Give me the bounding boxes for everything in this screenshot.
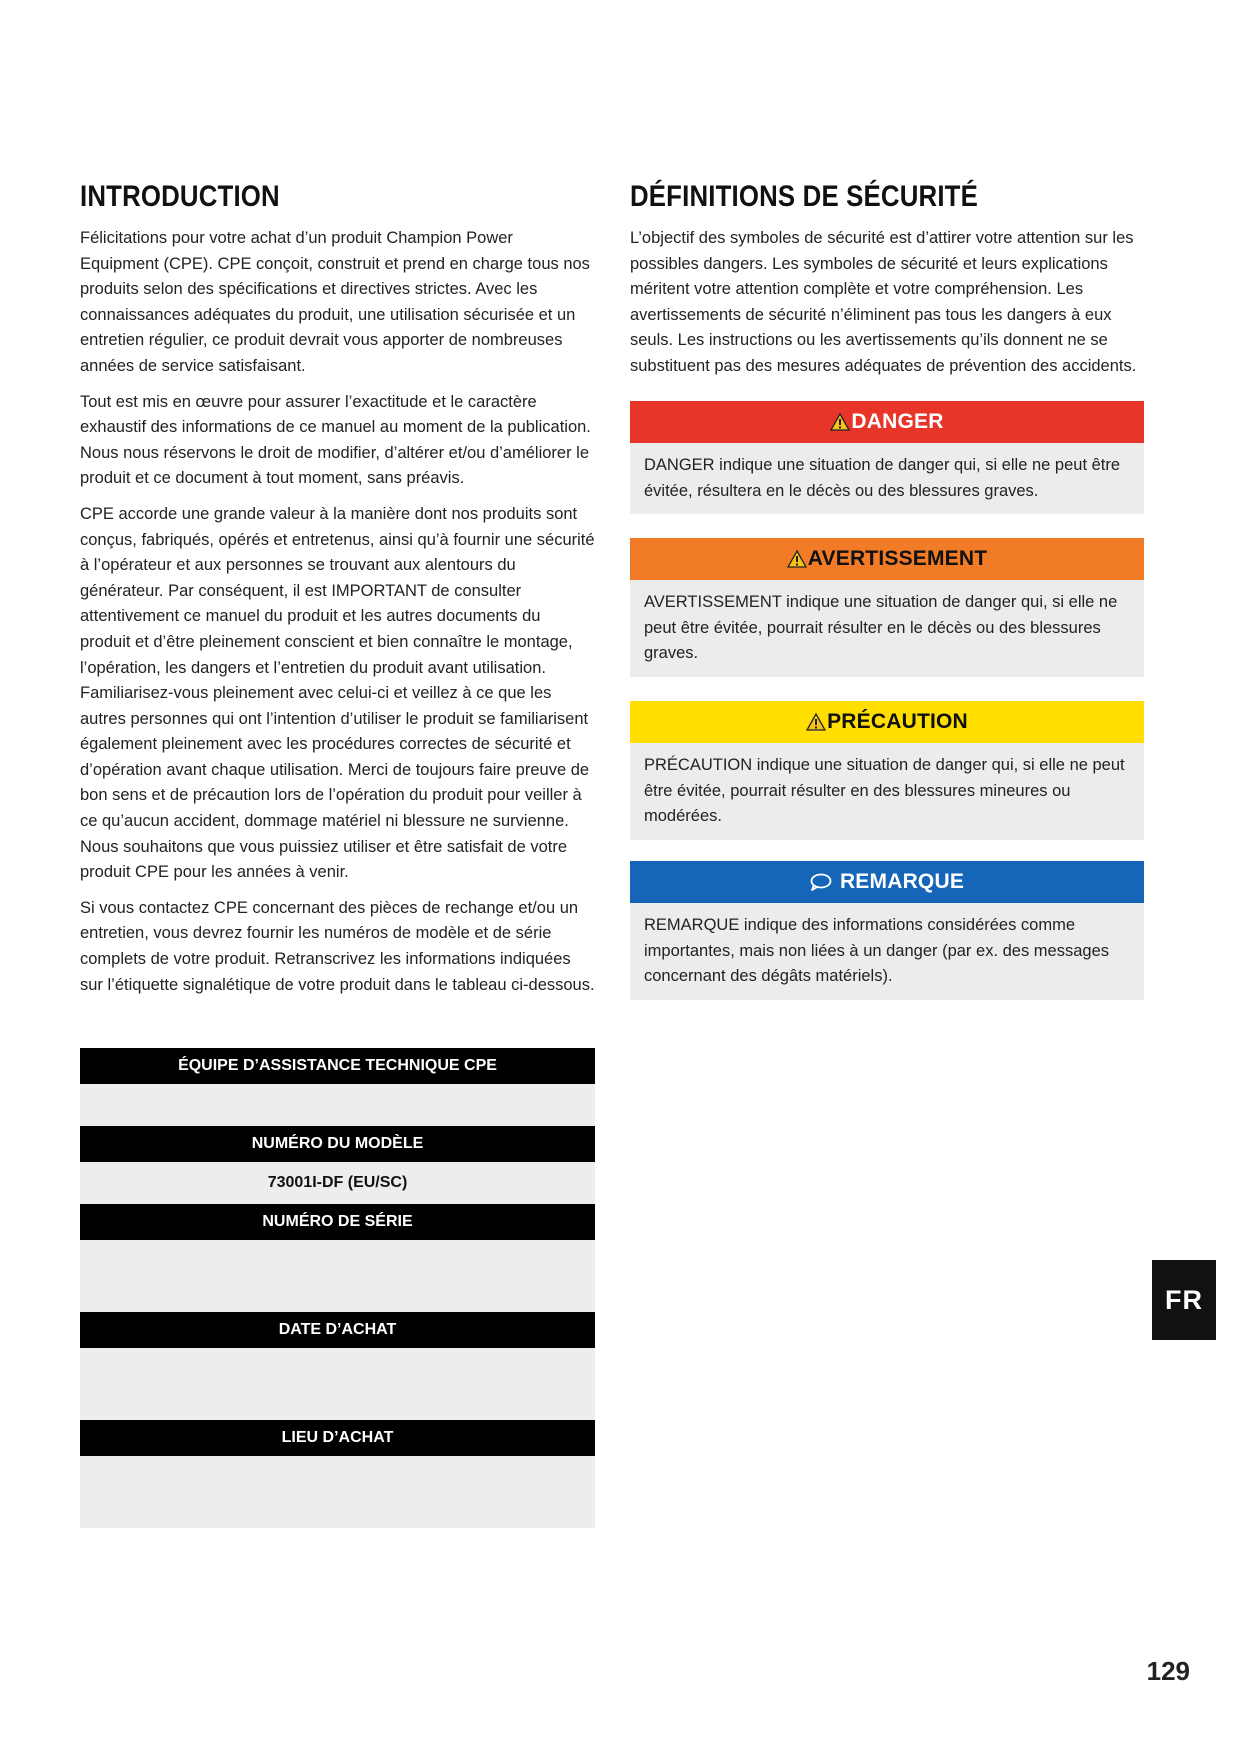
warning-triangle-icon	[830, 413, 850, 431]
danger-text: DANGER indique une situation de danger qui, si elle ne peut être évitée, résultera en le décès ou des blessures graves.	[630, 443, 1144, 514]
purchase-date-value	[80, 1348, 595, 1420]
intro-paragraph-1: Félicitations pour votre achat d’un produit Champion Power Equipment (CPE). CPE conçoit, construit et prend en charge tous nos produits selon des spécifications et directives strictes. Avec les connaissances adéquates du produit, une utilisation sécurisée et un entretien régulier, ce produit devrait vous apporter de nombreuses années de service satisfaisant.	[80, 229, 590, 375]
notice-label: REMARQUE	[839, 870, 965, 893]
support-team-header: ÉQUIPE D’ASSISTANCE TECHNIQUE CPE	[80, 1048, 595, 1084]
page-number: 129	[1146, 1656, 1190, 1686]
warning-triangle-icon	[806, 713, 826, 731]
purchase-place-value	[80, 1456, 595, 1528]
introduction-section	[80, 180, 595, 1008]
safety-definitions-section	[630, 180, 1145, 390]
model-number-header: NUMÉRO DU MODÈLE	[80, 1126, 595, 1162]
notice-callout	[630, 861, 1144, 1000]
caution-label: PRÉCAUTION	[827, 710, 968, 733]
warning-label: AVERTISSEMENT	[807, 547, 988, 570]
warning-bar	[630, 538, 1144, 580]
serial-number-value	[80, 1240, 595, 1312]
intro-paragraph-2: Tout est mis en œuvre pour assurer l’exactitude et le caractère exhaustif des informations de ce manuel au moment de la publication. Nous nous réservons le droit de modifier, d’altérer et/ou d’améliorer le produit et ce document à tout moment, sans préavis.	[80, 392, 591, 488]
notice-text: REMARQUE indique des informations considérées comme importantes, mais non liées à un danger (par ex. des messages concernant des dégâts matériels).	[630, 903, 1144, 1000]
speech-bubble-icon	[810, 873, 832, 891]
caution-text: PRÉCAUTION indique une situation de danger qui, si elle ne peut être évitée, pourrait résulter en des blessures mineures ou modérées.	[630, 743, 1144, 840]
danger-callout	[630, 401, 1144, 514]
caution-callout	[630, 701, 1144, 840]
danger-label: DANGER	[851, 410, 944, 433]
warning-callout	[630, 538, 1144, 677]
support-team-value	[80, 1084, 595, 1126]
intro-paragraph-3: CPE accorde une grande valeur à la manière dont nos produits sont conçus, fabriqués, opérés et entretenus, ainsi qu’à fournir une sécurité à l’opérateur et aux personnes se trouvant aux alentours du générateur. Par conséquent, il est IMPORTANT de consulter attentivement ce manuel du produit et les autres documents du produit et d’être pleinement conscient et bien connaître le montage, l’opération, les dangers et l’entretien du produit avant utilisation. Familiarisez-vous pleinement avec celui-ci et veillez à ce que les autres personnes qui ont l’intention d’utiliser le produit se familiarisent également pleinement avec les procédures correctes de sécurité et d’opération avant chaque utilisation. Merci de toujours faire preuve de bon sens et de précaution lors de l’opération du produit pour veiller à ce qu’aucun accident, dommage matériel ni blessure ne survienne. Nous souhaitons que vous puissiez utiliser et être satisfait de votre produit CPE pour les années à venir.	[80, 504, 595, 882]
caution-bar	[630, 701, 1144, 743]
safety-definitions-title: DÉFINITIONS DE SÉCURITÉ	[630, 180, 978, 213]
danger-bar	[630, 401, 1144, 443]
introduction-title: INTRODUCTION	[80, 180, 280, 213]
purchase-date-header: DATE D’ACHAT	[80, 1312, 595, 1348]
intro-paragraph-4: Si vous contactez CPE concernant des pièces de rechange et/ou un entretien, vous devrez fournir les numéros de modèle et de série complets de votre produit. Retranscrivez les informations indiquées sur l’étiquette signalétique de votre produit dans le tableau ci-dessous.	[80, 898, 595, 994]
product-info-table	[80, 1048, 595, 1528]
notice-bar	[630, 861, 1144, 903]
warning-triangle-icon	[787, 550, 807, 568]
safety-intro-paragraph: L’objectif des symboles de sécurité est d’attirer votre attention sur les possibles dangers. Les symboles de sécurité et leurs explications méritent votre attention complète et votre compréhension. Les avertissements de sécurité n’éliminent pas tous les dangers à eux seuls. Les instructions ou les avertissements qu’ils donnent ne se substituent pas des mesures adéquates de prévention des accidents.	[630, 229, 1137, 375]
language-tab: FR	[1152, 1260, 1216, 1340]
serial-number-header: NUMÉRO DE SÉRIE	[80, 1204, 595, 1240]
purchase-place-header: LIEU D’ACHAT	[80, 1420, 595, 1456]
warning-text: AVERTISSEMENT indique une situation de danger qui, si elle ne peut être évitée, pourrait résulter en le décès ou des blessures graves.	[630, 580, 1144, 677]
model-number-value: 73001I-DF (EU/SC)	[80, 1162, 595, 1204]
